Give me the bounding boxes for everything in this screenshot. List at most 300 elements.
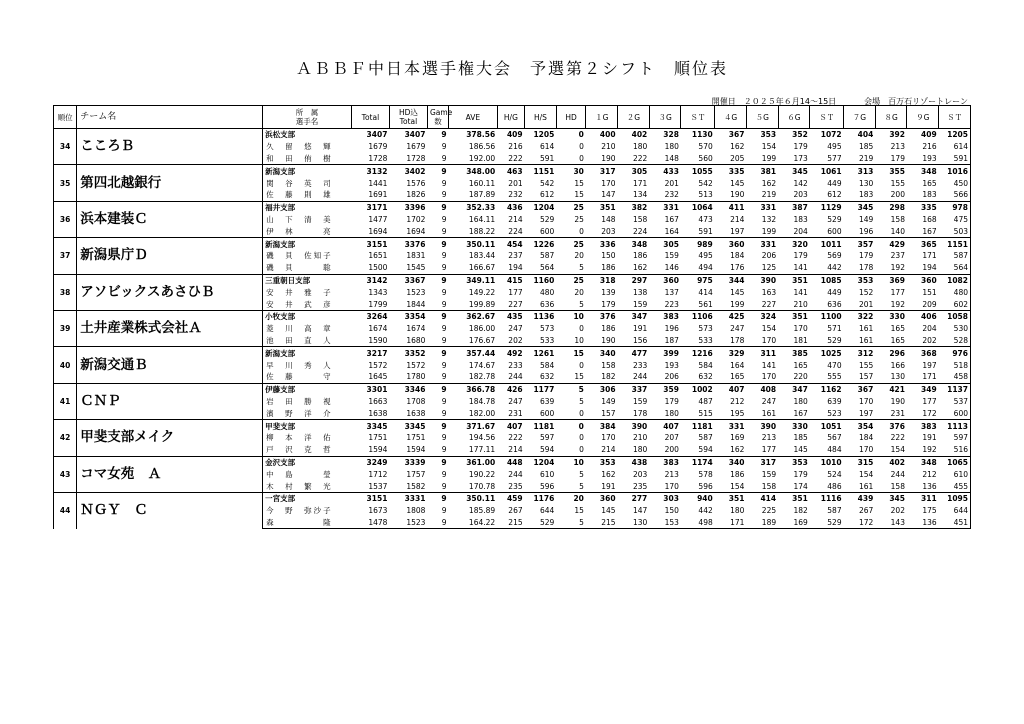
score-cell: 203 [632, 469, 648, 479]
score-cell: 331 [649, 201, 681, 213]
team-summary-row [54, 129, 971, 141]
score-cell: 201 [858, 299, 874, 309]
score-cell: 177 [890, 287, 905, 297]
score-cell: 612 [827, 190, 842, 200]
team-rank: 42 [54, 420, 77, 456]
score-cell: 335 [907, 201, 939, 213]
score-cell: 297 [618, 274, 650, 286]
score-cell: 1064 [681, 201, 715, 213]
score-cell: 212 [922, 469, 937, 479]
score-cell: 3352 [389, 347, 427, 359]
header-rank: 順位 [54, 106, 77, 129]
header-ave: AVE [449, 106, 498, 129]
score-cell: 1799 [368, 299, 388, 309]
score-cell: 350.11 [449, 238, 498, 250]
score-cell: 10 [556, 456, 586, 468]
score-cell: 235 [508, 481, 523, 491]
score-cell: 180 [664, 142, 679, 152]
score-cell: 213 [664, 469, 679, 479]
score-cell: 166 [890, 360, 905, 370]
score-cell: 180 [632, 445, 648, 455]
score-cell: 9 [441, 335, 447, 345]
score-cell: 1674 [406, 324, 426, 334]
score-cell: 170.78 [468, 481, 496, 491]
score-cell: 1116 [810, 492, 844, 504]
score-cell: 149 [858, 214, 874, 224]
score-cell: 578 [698, 469, 713, 479]
score-cell: 159 [632, 396, 648, 406]
score-cell: 235 [632, 481, 648, 491]
score-cell: 202 [508, 335, 523, 345]
score-cell: 600 [539, 408, 555, 418]
score-cell: 170 [601, 433, 616, 443]
score-cell: 636 [539, 299, 555, 309]
score-cell: 188.22 [468, 226, 496, 236]
score-cell: 340 [586, 347, 618, 359]
player-name: 佐 藤 守 [266, 372, 333, 382]
header-g9: ９G [907, 106, 939, 129]
team-rank: 35 [54, 165, 77, 201]
score-cell: 138 [632, 287, 648, 297]
event-date: ２０２５年６月14～15日 [743, 97, 837, 106]
score-cell: 222 [508, 153, 523, 163]
score-cell: 487 [698, 396, 713, 406]
score-cell: 170 [761, 335, 777, 345]
score-cell: 9 [441, 214, 447, 224]
score-cell: 237 [508, 251, 523, 261]
score-cell: 220 [793, 372, 808, 382]
score-cell: 130 [890, 372, 905, 382]
score-cell: 498 [681, 517, 715, 529]
score-cell: 154 [858, 469, 874, 479]
score-cell: 409 [907, 129, 939, 141]
score-cell: 177 [922, 396, 937, 406]
score-cell: 477 [618, 347, 650, 359]
score-cell: 159 [632, 299, 648, 309]
score-cell: 231 [508, 408, 523, 418]
branch-name: 新潟支部 [263, 238, 352, 250]
branch-name: 新潟支部 [263, 347, 352, 359]
score-cell: 157 [858, 372, 874, 382]
score-cell: 0 [579, 433, 584, 443]
score-cell: 528 [939, 335, 971, 347]
branch-name: 甲斐支部 [263, 420, 352, 432]
score-cell: 167 [922, 226, 937, 236]
score-cell: 247 [508, 324, 523, 334]
score-cell: 584 [698, 360, 713, 370]
score-cell: 414 [698, 287, 713, 297]
score-cell: 1011 [810, 238, 844, 250]
score-cell: 9 [441, 178, 447, 188]
player-name: 磯 貝 佐知子 [266, 251, 333, 261]
score-cell: 600 [539, 226, 555, 236]
score-cell: 1638 [406, 408, 426, 418]
score-cell: 9 [441, 396, 447, 406]
venue-label: 会場 [864, 97, 881, 106]
score-cell: 305 [618, 165, 650, 177]
score-cell: 411 [715, 201, 747, 213]
branch-name: 一宮支部 [263, 492, 352, 504]
score-cell: 459 [497, 492, 524, 504]
score-cell: 224 [632, 226, 648, 236]
score-cell: 171 [922, 251, 937, 261]
score-cell: 371.67 [449, 420, 498, 432]
header-games [427, 106, 453, 129]
score-cell: 1831 [406, 251, 426, 261]
score-cell: 15 [574, 178, 584, 188]
branch-name: 三重朝日支部 [263, 274, 352, 286]
header-affil-line1: 所 属 [295, 108, 319, 117]
score-cell: 303 [649, 492, 681, 504]
header-g2: ２G [618, 106, 650, 129]
score-cell: 150 [664, 506, 679, 516]
score-cell: 351 [778, 274, 810, 286]
score-cell: 162 [761, 178, 777, 188]
score-cell: 178 [730, 335, 745, 345]
score-cell: 3171 [351, 201, 389, 213]
score-cell: 429 [875, 238, 907, 250]
team-summary-row [54, 456, 971, 468]
team-name: 浜本建装Ｃ [77, 201, 263, 237]
score-cell: 3331 [389, 492, 427, 504]
score-cell: 425 [715, 310, 747, 322]
header-affiliation [263, 106, 352, 129]
team-name: 土井産業株式会社Ａ [77, 310, 263, 346]
score-cell: 1477 [368, 214, 388, 224]
score-cell: 177.11 [468, 445, 496, 455]
score-cell: 199 [761, 153, 777, 163]
score-cell: 167 [664, 214, 679, 224]
score-cell: 130 [858, 178, 874, 188]
score-cell: 3396 [389, 201, 427, 213]
score-cell: 561 [698, 299, 713, 309]
score-cell: 9 [441, 142, 447, 152]
score-cell: 192 [890, 263, 905, 273]
score-cell: 176.67 [468, 335, 496, 345]
score-cell: 145 [793, 445, 808, 455]
score-cell: 1130 [681, 129, 715, 141]
header-total: Total [351, 106, 389, 129]
score-cell: 9 [441, 445, 447, 455]
score-cell: 1204 [525, 456, 557, 468]
score-cell: 186 [601, 324, 616, 334]
score-cell: 1582 [406, 481, 426, 491]
score-cell: 450 [939, 177, 971, 189]
score-cell: 392 [875, 129, 907, 141]
score-cell: 385 [778, 347, 810, 359]
team-rank: 34 [54, 129, 77, 165]
score-cell: 353 [586, 456, 618, 468]
score-cell: 360 [586, 492, 618, 504]
score-cell: 569 [827, 251, 842, 261]
score-cell: 0 [556, 420, 586, 432]
score-cell: 495 [827, 142, 842, 152]
score-cell: 644 [939, 505, 971, 517]
player-name: 濱 野 洋 介 [266, 408, 333, 418]
score-cell: 537 [939, 396, 971, 408]
score-cell: 9 [441, 324, 447, 334]
score-cell: 458 [939, 371, 971, 383]
score-cell: 376 [586, 310, 618, 322]
score-cell: 216 [922, 142, 937, 152]
score-cell: 140 [890, 226, 905, 236]
score-cell: 470 [827, 360, 842, 370]
score-cell: 25 [556, 274, 586, 286]
header-hd: HD [556, 106, 586, 129]
score-cell: 180 [793, 396, 808, 406]
score-cell: 355 [875, 165, 907, 177]
score-cell: 351 [586, 201, 618, 213]
header-row [54, 106, 971, 129]
score-cell: 597 [939, 432, 971, 444]
team-name: コマ女苑 Ａ [77, 456, 263, 492]
score-cell: 591 [539, 153, 555, 163]
score-cell: 1216 [681, 347, 715, 359]
score-cell: 360 [907, 274, 939, 286]
score-cell: 529 [525, 517, 557, 529]
score-cell: 360 [649, 274, 681, 286]
score-cell: 219 [761, 190, 777, 200]
score-cell: 0 [579, 142, 584, 152]
score-cell: 1016 [939, 165, 971, 177]
score-cell: 179 [793, 142, 808, 152]
score-cell: 170 [858, 396, 874, 406]
score-cell: 125 [761, 263, 777, 273]
score-cell: 158 [890, 481, 905, 491]
score-cell: 9 [441, 481, 447, 491]
score-cell: 610 [939, 468, 971, 480]
score-cell: 193 [922, 153, 937, 163]
score-cell: 191 [601, 481, 616, 491]
score-cell: 197 [922, 360, 937, 370]
score-cell: 174 [793, 481, 808, 491]
score-cell: 362.67 [449, 310, 498, 322]
score-cell: 191 [632, 324, 648, 334]
score-cell: 515 [698, 408, 713, 418]
score-cell: 378.56 [449, 129, 498, 141]
score-cell: 1680 [406, 335, 426, 345]
score-cell: 345 [844, 201, 876, 213]
score-cell: 1065 [939, 456, 971, 468]
score-cell: 9 [441, 226, 447, 236]
score-cell: 170 [761, 372, 777, 382]
score-cell: 322 [844, 310, 876, 322]
score-cell: 145 [730, 287, 745, 297]
score-cell: 156 [632, 335, 648, 345]
score-cell: 400 [586, 129, 618, 141]
score-cell: 1051 [810, 420, 844, 432]
score-cell: 1679 [368, 142, 388, 152]
score-cell: 165 [890, 324, 905, 334]
score-cell: 1181 [681, 420, 715, 432]
score-cell: 367 [715, 129, 747, 141]
score-cell: 224 [508, 226, 523, 236]
score-cell: 1757 [406, 469, 426, 479]
score-cell: 1095 [939, 492, 971, 504]
score-cell: 25 [556, 201, 586, 213]
score-cell: 1728 [368, 153, 388, 163]
score-cell: 612 [539, 190, 555, 200]
standings-table [53, 105, 971, 529]
score-cell: 162 [601, 469, 616, 479]
score-cell: 564 [939, 262, 971, 274]
header-game-line1: Game [429, 108, 453, 117]
score-cell: 1177 [525, 383, 557, 395]
team-rank: 44 [54, 492, 77, 528]
score-cell: 529 [810, 517, 844, 529]
score-cell: 349 [907, 383, 939, 395]
score-cell: 147 [632, 506, 648, 516]
score-cell: 409 [497, 129, 524, 141]
score-cell: 1674 [368, 324, 388, 334]
score-cell: 216 [508, 142, 523, 152]
score-cell: 3132 [351, 165, 389, 177]
score-cell: 1478 [351, 517, 389, 529]
score-cell: 155 [890, 178, 905, 188]
score-cell: 149.22 [468, 287, 496, 297]
score-cell: 573 [698, 324, 713, 334]
score-cell: 0 [579, 445, 584, 455]
score-cell: 3151 [351, 492, 389, 504]
score-cell: 1441 [368, 178, 388, 188]
player-name: 早 川 秀 人 [266, 360, 333, 370]
score-cell: 614 [939, 141, 971, 153]
score-cell: 160.11 [468, 178, 496, 188]
score-cell: 141 [793, 263, 808, 273]
score-cell: 206 [761, 251, 777, 261]
score-cell: 513 [698, 190, 713, 200]
score-cell: 154 [890, 445, 905, 455]
score-cell: 210 [793, 299, 808, 309]
score-cell: 132 [761, 214, 777, 224]
score-cell: 0 [579, 153, 584, 163]
score-cell: 170 [858, 445, 874, 455]
score-cell: 244 [508, 372, 523, 382]
score-cell: 448 [497, 456, 524, 468]
score-cell: 161 [858, 335, 874, 345]
score-cell: 352.33 [449, 201, 498, 213]
score-cell: 215 [497, 517, 524, 529]
standings-body [54, 129, 971, 529]
score-cell: 455 [939, 480, 971, 492]
player-name: 今 野 弥沙子 [266, 506, 333, 516]
score-cell: 227 [761, 299, 777, 309]
score-cell: 1523 [406, 287, 426, 297]
score-cell: 212 [730, 396, 745, 406]
score-cell: 165 [922, 178, 937, 188]
score-cell: 610 [539, 469, 555, 479]
team-name: 新潟交通Ｂ [77, 347, 263, 383]
score-cell: 9 [427, 274, 448, 286]
score-cell: 353 [844, 274, 876, 286]
player-name: 中 島 瑩 [266, 469, 333, 479]
score-cell: 414 [746, 492, 778, 504]
score-cell: 225 [761, 506, 777, 516]
score-cell: 0 [556, 129, 586, 141]
score-cell: 207 [664, 433, 679, 443]
score-cell: 154 [761, 324, 777, 334]
score-cell: 193 [664, 360, 679, 370]
player-name: 柳 本 洋 佑 [266, 433, 333, 443]
score-cell: 435 [497, 310, 524, 322]
score-cell: 495 [698, 251, 713, 261]
score-cell: 169 [778, 517, 810, 529]
score-cell: 20 [556, 492, 586, 504]
player-name: 木 村 繁 光 [266, 481, 333, 491]
score-cell: 315 [844, 456, 876, 468]
score-cell: 173 [793, 153, 808, 163]
score-cell: 353 [746, 129, 778, 141]
score-cell: 3407 [389, 129, 427, 141]
header-g7: ７G [844, 106, 876, 129]
score-cell: 390 [618, 420, 650, 432]
score-cell: 145 [601, 506, 616, 516]
player-name: 伊 林 亮 [266, 226, 333, 236]
score-cell: 463 [497, 165, 524, 177]
score-cell: 454 [497, 238, 524, 250]
score-cell: 231 [890, 408, 905, 418]
branch-name: 小牧支部 [263, 310, 352, 322]
score-cell: 154 [761, 142, 777, 152]
score-cell: 194 [922, 263, 937, 273]
score-cell: 350.11 [449, 492, 498, 504]
score-cell: 147 [601, 190, 616, 200]
score-cell: 183 [793, 214, 808, 224]
score-cell: 157 [601, 408, 616, 418]
score-cell: 244 [632, 372, 648, 382]
score-cell: 542 [698, 178, 713, 188]
score-cell: 146 [664, 263, 679, 273]
branch-name: 浜松支部 [263, 129, 352, 141]
score-cell: 5 [579, 299, 584, 309]
score-cell: 1594 [368, 445, 388, 455]
score-cell: 166.67 [468, 263, 496, 273]
page-title: ＡＢＢＦ中日本選手権大会 予選第２シフト 順位表 [295, 59, 728, 78]
score-cell: 442 [827, 263, 842, 273]
score-cell: 151 [922, 287, 937, 297]
score-cell: 5 [579, 481, 584, 491]
score-cell: 161 [761, 408, 777, 418]
score-cell: 190.22 [468, 469, 496, 479]
score-cell: 185 [793, 433, 808, 443]
score-cell: 331 [746, 238, 778, 250]
score-cell: 186 [601, 263, 616, 273]
score-cell: 214 [508, 214, 523, 224]
score-cell: 404 [844, 129, 876, 141]
score-cell: 194 [508, 263, 523, 273]
score-cell: 320 [778, 238, 810, 250]
player-name: 菱 川 高 章 [266, 324, 333, 334]
score-cell: 192.00 [468, 153, 496, 163]
score-cell: 210 [601, 142, 616, 152]
score-cell: 1712 [368, 469, 388, 479]
score-cell: 1085 [810, 274, 844, 286]
score-cell: 644 [539, 506, 555, 516]
team-name: 第四北越銀行 [77, 165, 263, 201]
player-name: 森 隆 [263, 517, 352, 529]
score-cell: 170 [664, 481, 679, 491]
score-cell: 433 [649, 165, 681, 177]
score-cell: 587 [939, 250, 971, 262]
score-cell: 149 [601, 396, 616, 406]
player-name: 和 田 侑 樹 [266, 153, 333, 163]
team-name: ＣＮＰ [77, 383, 263, 419]
team-name: アソビックスあさひＢ [77, 274, 263, 310]
score-cell: 143 [875, 517, 907, 529]
score-cell: 20 [574, 287, 584, 297]
score-cell: 331 [746, 201, 778, 213]
score-cell: 152 [858, 287, 874, 297]
